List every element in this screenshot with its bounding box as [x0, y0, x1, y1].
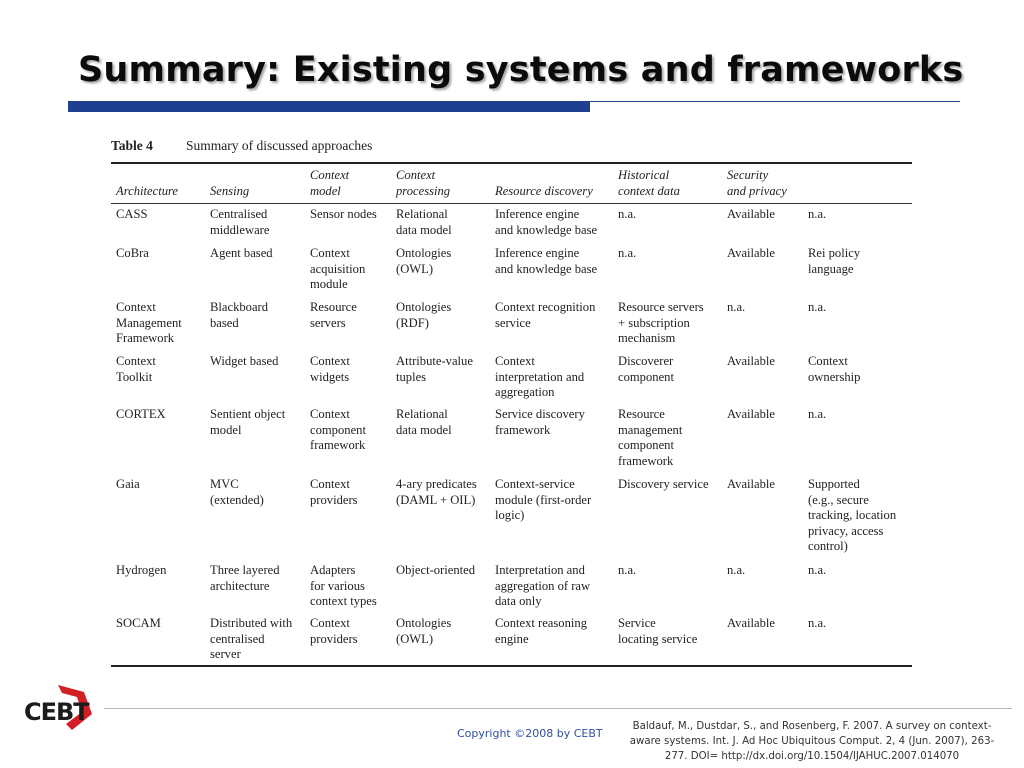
table-cell: (OWL) [396, 631, 434, 646]
footer-divider [104, 708, 1012, 709]
column-header: model [310, 183, 341, 198]
table-cell: Ontologies [396, 300, 452, 314]
table-cell: Context [310, 477, 350, 491]
table-cell: mechanism [618, 331, 676, 346]
table-cell: locating service [618, 631, 698, 646]
table-cell: Supported [808, 477, 860, 491]
table-cell: component [310, 422, 366, 437]
table-caption-text: Summary of discussed approaches [186, 138, 373, 153]
table-cell: Available [727, 246, 776, 260]
cebt-logo [22, 682, 102, 734]
table-cell: Context [310, 354, 350, 368]
title-underline-line [590, 101, 960, 102]
table-cell: Interpretation and [495, 563, 585, 577]
table-cell: ownership [808, 369, 861, 384]
table-cell: for various [310, 578, 365, 593]
table-cell: Ontologies [396, 616, 452, 630]
table-cell: n.a. [618, 246, 637, 260]
table-cell: control) [808, 539, 848, 554]
table-cell: Resource [310, 300, 357, 314]
table-cell: middleware [210, 222, 270, 237]
row-architecture-name: CORTEX [116, 407, 166, 421]
table-cell: n.a. [808, 563, 827, 577]
table-cell: Available [727, 477, 776, 491]
table-cell: Attribute-value [396, 354, 473, 368]
row-architecture-name: Gaia [116, 477, 140, 491]
table-cell: Discovery service [618, 477, 709, 491]
table-cell: management [618, 422, 683, 437]
column-header: Context [310, 168, 350, 182]
table-cell: acquisition [310, 261, 366, 276]
table-cell: Context [310, 246, 350, 260]
table-cell: aggregation of raw [495, 578, 591, 593]
table-cell: data model [396, 422, 452, 437]
table-cell: Agent based [210, 246, 273, 260]
table-cell: n.a. [618, 207, 637, 221]
table-cell: MVC [210, 477, 239, 491]
table-cell: (RDF) [396, 315, 429, 330]
table-cell: (extended) [210, 492, 264, 507]
table-cell: tuples [396, 369, 427, 384]
table-cell: language [808, 261, 854, 276]
table-cell: Inference engine [495, 246, 580, 260]
table-cell: + subscription [618, 315, 690, 330]
table-cell: and knowledge base [495, 261, 598, 276]
table-cell: Service [618, 616, 656, 630]
table-cell: Available [727, 616, 776, 630]
slide-title: Summary: Existing systems and frameworks [78, 50, 964, 90]
column-header: Context [396, 168, 436, 182]
table-cell: (e.g., secure [808, 492, 869, 507]
table-cell: Adapters [310, 563, 356, 577]
row-architecture-name: CoBra [116, 246, 149, 260]
table-cell: n.a. [808, 616, 827, 630]
table-cell: n.a. [808, 300, 827, 314]
column-header: processing [396, 183, 451, 198]
table-cell: Resource servers [618, 300, 704, 314]
row-architecture-name: Context [116, 354, 156, 368]
row-architecture-name: Context [116, 300, 156, 314]
table-bottom-rule [111, 665, 912, 667]
column-header: context data [618, 183, 680, 198]
table-cell: Available [727, 207, 776, 221]
table-cell: n.a. [618, 563, 637, 577]
table-cell: framework [310, 438, 366, 453]
table-cell: privacy, access [808, 523, 884, 538]
table-cell: 4-ary predicates [396, 477, 477, 491]
table-cell: Context [310, 616, 350, 630]
table-cell: Available [727, 354, 776, 368]
table-cell: servers [310, 315, 346, 330]
table-cell: framework [618, 453, 674, 468]
column-header: Architecture [116, 183, 179, 198]
table-cell: Context [495, 354, 535, 368]
row-architecture-name: Framework [116, 331, 175, 346]
table-cell: Object-oriented [396, 563, 476, 577]
table-cell: Relational [396, 207, 448, 221]
table-cell: Ontologies [396, 246, 452, 260]
table-cell: Sensor nodes [310, 207, 377, 221]
citation [612, 719, 1012, 764]
table-cell: architecture [210, 578, 270, 593]
row-architecture-name: Toolkit [116, 369, 153, 384]
table-cell: data only [495, 594, 542, 609]
citation-line: aware systems. Int. J. Ad Hoc Ubiquitous Comput. 2, 4 (Jun. 2007), 263- [629, 736, 995, 747]
table-cell: n.a. [808, 407, 827, 421]
table-cell: logic) [495, 508, 525, 523]
table-cell: n.a. [808, 207, 827, 221]
column-header: and privacy [727, 183, 787, 198]
title-underline-bar [68, 101, 590, 112]
column-header: Resource discovery [495, 183, 593, 198]
table-cell: based [210, 315, 239, 330]
table-cell: and knowledge base [495, 222, 598, 237]
citation-line: 277. DOI= http://dx.doi.org/10.1504/IJAHUC.2007.014070 [664, 751, 960, 762]
row-architecture-name: Hydrogen [116, 563, 167, 577]
table-cell: Context-service [495, 477, 575, 491]
table-cell: module [310, 277, 348, 292]
table-cell: centralised [210, 631, 265, 646]
table-cell: Centralised [210, 207, 268, 221]
table-cell: n.a. [727, 300, 746, 314]
row-architecture-name: SOCAM [116, 616, 161, 630]
table-cell: Widget based [210, 354, 279, 368]
table-cell: context types [310, 594, 377, 609]
column-header: Sensing [210, 183, 250, 198]
table-cell: n.a. [727, 563, 746, 577]
citation-line: Baldauf, M., Dustdar, S., and Rosenberg, F. 2007. A survey on context- [632, 721, 992, 732]
table-cell: Context [808, 354, 848, 368]
table-cell: Service discovery [495, 407, 585, 421]
table-cell: Sentient object [210, 407, 286, 421]
table-cell: widgets [310, 369, 350, 384]
table-cell: module (first-order [495, 492, 592, 507]
table-top-rule [111, 162, 912, 164]
table-cell: (DAML + OIL) [396, 492, 476, 507]
table-cell: data model [396, 222, 452, 237]
table-cell: framework [495, 422, 551, 437]
table-cell: engine [495, 631, 529, 646]
table-cell: component [618, 369, 674, 384]
table-cell: Relational [396, 407, 448, 421]
table-cell: Context recognition [495, 300, 596, 314]
table-cell: Resource [618, 407, 665, 421]
table-cell: model [210, 422, 242, 437]
table-cell: Inference engine [495, 207, 580, 221]
table-cell: aggregation [495, 385, 555, 400]
row-architecture-name: Management [116, 315, 182, 330]
table-label: Table 4 [111, 138, 153, 153]
table-cell: Rei policy [808, 246, 861, 260]
table-cell: tracking, location [808, 508, 897, 523]
table-cell: interpretation and [495, 369, 585, 384]
table-cell: providers [310, 631, 358, 646]
table-cell: providers [310, 492, 358, 507]
column-header: Security [727, 168, 769, 182]
table-cell: component [618, 438, 674, 453]
table-cell: Available [727, 407, 776, 421]
table-cell: (OWL) [396, 261, 434, 276]
cebt-logo-text: CEBT [24, 698, 89, 726]
table-caption [111, 138, 372, 154]
table-cell: Three layered [210, 563, 280, 577]
table-cell: Distributed with [210, 616, 293, 630]
row-architecture-name: CASS [116, 207, 148, 221]
table-cell: service [495, 315, 531, 330]
copyright-text: Copyright ©2008 by CEBT [457, 727, 603, 740]
table-header-rule [111, 203, 912, 204]
table-cell: Context reasoning [495, 616, 587, 630]
table-cell: Blackboard [210, 300, 269, 314]
table-cell: Discoverer [618, 354, 674, 368]
table-cell: Context [310, 407, 350, 421]
table-cell: server [210, 647, 241, 662]
column-header: Historical [618, 168, 670, 182]
